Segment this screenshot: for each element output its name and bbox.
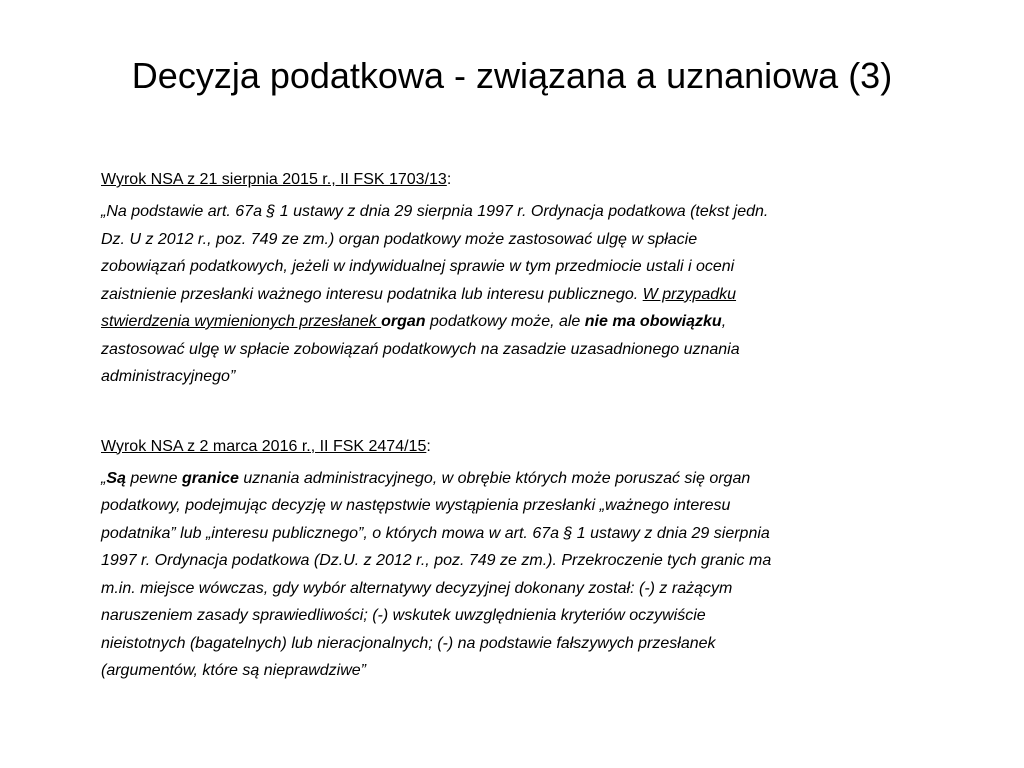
quote-bold-text: nie ma obowiązku xyxy=(584,313,722,330)
case2-quote-line: podatkowy, podejmując decyzję w następstwie wystąpienia przesłanki „ważnego interesu xyxy=(101,497,731,514)
case2-quote-line: podatnika” lub „interesu publicznego”, o których mowa w art. 67a § 1 ustawy z dnia 29 sierpnia xyxy=(101,524,770,542)
quote-text: , xyxy=(721,313,727,330)
case2-quote-line: naruszeniem zasady sprawiedliwości; (-) wskutek uwzględnienia kryteriów oczywiście xyxy=(101,607,706,624)
quote-bold-text: granice xyxy=(181,469,239,487)
slide-title: Decyzja podatkowa - związana a uznaniowa (3) xyxy=(131,55,893,96)
case2-quote-line: (argumentów, które są nieprawdziwe” xyxy=(101,662,367,679)
case2-heading-text: Wyrok NSA z 2 marca 2016 r., II FSK 2474/15 xyxy=(101,437,427,455)
quote-text: uznania administracyjnego, w obrębie których może poruszać się organ xyxy=(238,469,751,487)
case1-quote-line: zastosować ulgę w spłacie zobowiązań podatkowych na zasadzie uzasadnionego uznania xyxy=(101,340,740,358)
case1-heading-text: Wyrok NSA z 21 sierpnia 2015 r., II FSK 1703/13 xyxy=(101,171,447,188)
case1-heading xyxy=(101,168,931,192)
quote-underlined-text: W przypadku xyxy=(642,285,737,303)
case1-heading-colon: : xyxy=(446,171,452,188)
quote-text: podatkowy może, ale xyxy=(425,313,585,330)
case1-quote-line: „Na podstawie art. 67a § 1 ustawy z dnia 29 sierpnia 1997 r. Ordynacja podatkowa (tekst jedn. xyxy=(101,203,769,220)
case2-quote-line: m.in. miejsce wówczas, gdy wybór alternatywy decyzyjnej dokonany został: (-) z rażącym xyxy=(101,579,733,597)
case1-quote-line: administracyjnego” xyxy=(101,368,236,385)
case2-quote-line: 1997 r. Ordynacja podatkowa (Dz.U. z 2012 r., poz. 749 ze zm.). Przekroczenie tych granic ma xyxy=(101,552,772,569)
case2-heading-colon: : xyxy=(426,437,431,455)
quote-bold-text: Są xyxy=(106,469,126,487)
case1-quote-line xyxy=(101,308,931,336)
case2-quote-line xyxy=(101,465,931,493)
case1-quote-line xyxy=(101,281,931,309)
case2-quote xyxy=(101,465,931,685)
section-gap xyxy=(101,391,931,435)
quote-text: zaistnienie przesłanki ważnego interesu podatnika lub interesu publicznego. xyxy=(101,285,643,303)
case1-quote-line: Dz. U z 2012 r., poz. 749 ze zm.) organ podatkowy może zastosować ulgę w spłacie xyxy=(101,230,698,248)
case2-heading xyxy=(101,435,931,459)
quote-bold-text: organ xyxy=(381,313,426,330)
case1-quote xyxy=(101,198,931,391)
case2-quote-line: nieistotnych (bagatelnych) lub nieracjonalnych; (-) na podstawie fałszywych przesłanek xyxy=(101,634,716,652)
case1-quote-line: zobowiązań podatkowych, jeżeli w indywidualnej sprawie w tym przedmiocie ustali i oceni xyxy=(101,258,735,275)
quote-underlined-text: stwierdzenia wymienionych przesłanek xyxy=(101,313,382,330)
slide-content xyxy=(101,168,931,685)
quote-text: „ xyxy=(101,469,107,487)
quote-text: pewne xyxy=(125,469,182,487)
